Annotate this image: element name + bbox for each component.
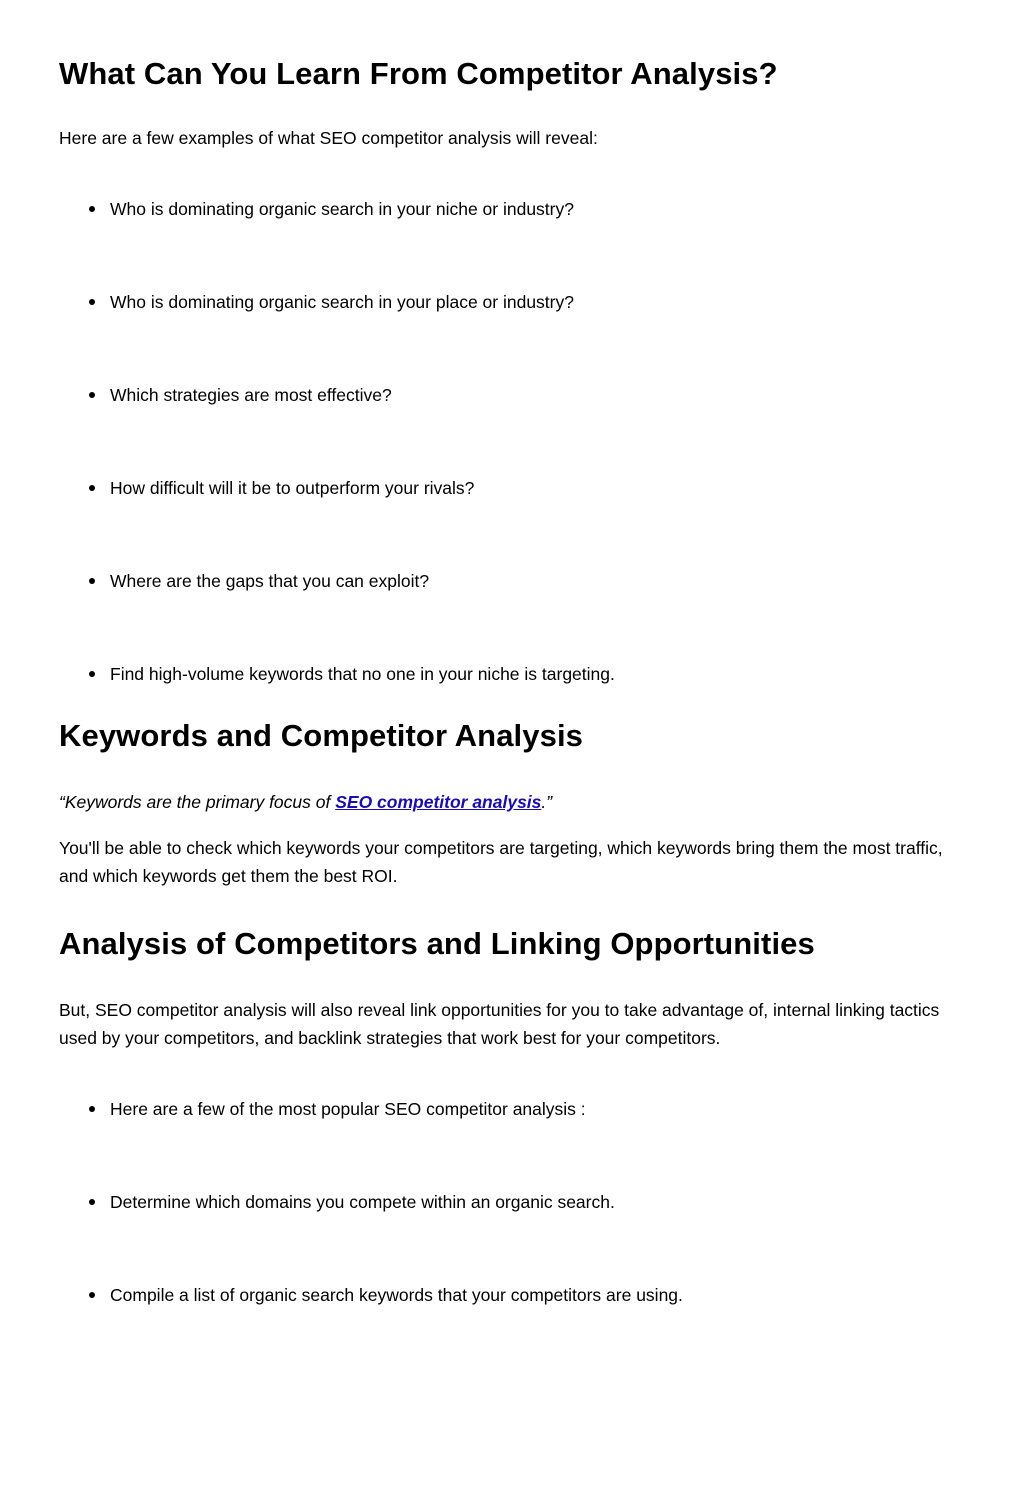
list-item: Who is dominating organic search in your place or industry? (59, 291, 965, 313)
bullet-icon (89, 485, 95, 491)
keywords-paragraph: You'll be able to check which keywords your competitors are targeting, which keywords bring them the most traffic, and which keywords get them the best ROI. (59, 838, 943, 886)
list-item: Compile a list of organic search keywords that your competitors are using. (59, 1284, 965, 1306)
bullet-icon (89, 299, 95, 305)
bullet-icon (89, 1106, 95, 1112)
bullet-icon (89, 392, 95, 398)
list-item: Here are a few of the most popular SEO competitor analysis : (59, 1098, 965, 1120)
bullet-icon (89, 1199, 95, 1205)
list-item: Which strategies are most effective? (59, 384, 965, 406)
bullet-icon (89, 671, 95, 677)
bullet-icon (89, 578, 95, 584)
list-item: Who is dominating organic search in your niche or industry? (59, 198, 965, 220)
seo-competitor-analysis-link[interactable]: SEO competitor analysis (335, 792, 542, 812)
list-item: Determine which domains you compete within an organic search. (59, 1191, 965, 1213)
list-item: How difficult will it be to outperform your rivals? (59, 477, 965, 499)
linking-paragraph: But, SEO competitor analysis will also reveal link opportunities for you to take advantage of, internal linking tactics used by your competitors, and backlink strategies that work best for your competitors. (59, 1000, 940, 1048)
learn-list (59, 198, 965, 685)
section-heading-linking-opportunities: Analysis of Competitors and Linking Opportunities (59, 926, 815, 961)
list-item: Where are the gaps that you can exploit? (59, 570, 965, 592)
analysis-list (59, 1098, 965, 1306)
document-page (0, 56, 1024, 1505)
bullet-icon (89, 1292, 95, 1298)
keywords-quote: “Keywords are the primary focus of SEO competitor analysis.” (59, 792, 553, 812)
intro-paragraph: Here are a few examples of what SEO competitor analysis will reveal: (59, 128, 598, 148)
section-heading-competitor-analysis: What Can You Learn From Competitor Analysis? (59, 56, 778, 91)
bullet-icon (89, 206, 95, 212)
section-heading-keywords: Keywords and Competitor Analysis (59, 718, 583, 753)
list-item: Find high-volume keywords that no one in your niche is targeting. (59, 663, 965, 685)
